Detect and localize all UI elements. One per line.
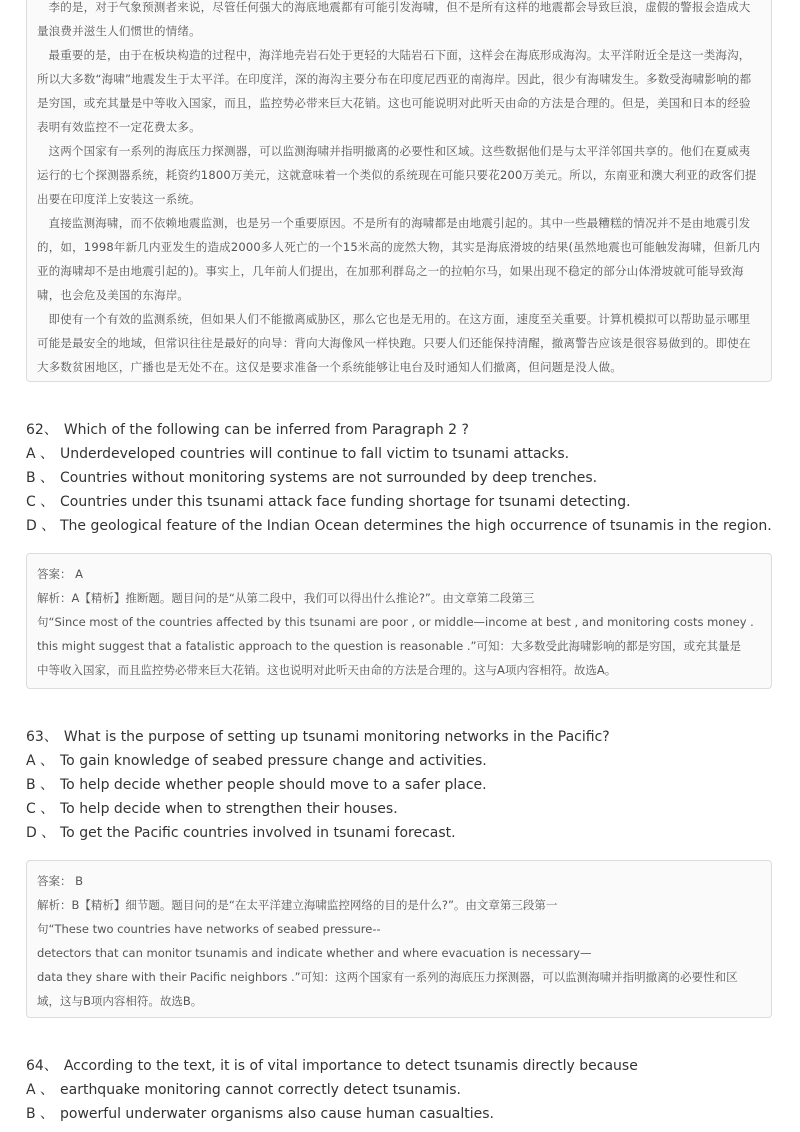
option-letter: B 、 <box>26 1106 55 1122</box>
explanation-line: detectors that can monitor tsunamis and indicate whether and where evacuation is necessary— <box>37 946 592 960</box>
translation-paragraph: 直接监测海啸，而不依赖地震监测，也是另一个重要原因。不是所有的海啸都是由地震引起的。其中一些最糟糕的情况并不是由地震引发的，如，1998年新几内亚发生的造成2000多人死亡的一个15米高的庞然大物，其实是海底滑坡的结果(虽然地震也可能触发海啸，但新几内亚的海啸却不是由地震引起的)。事实上，几年前人们提出，在加那利群岛之一的拉帕尔马，如果出现不稳定的部分山体滑坡就可能导致海啸，也会危及美国的东海岸。 <box>37 216 761 302</box>
question-text: According to the text, it is of vital importance to detect tsunamis directly because <box>63 1058 638 1074</box>
option-letter: C 、 <box>26 494 55 510</box>
option-d[interactable] <box>26 514 786 538</box>
translation-paragraph: 李的是，对于气象预测者来说，尽管任何强大的海底地震都有可能引发海啸，但不是所有这样的地震都会导致巨浪，虚假的警报会造成大量浪费并滋生人们惯世的情绪。 <box>37 0 751 38</box>
option-b[interactable] <box>26 773 786 797</box>
option-text: Countries without monitoring systems are not surrounded by deep trenches. <box>60 470 598 486</box>
option-letter: A 、 <box>26 446 55 462</box>
explanation-line: 中等收入国家，而且监控势必带来巨大花销。这也说明对此听天由命的方法是合理的。这与A项内容相符。故选A。 <box>37 663 617 677</box>
translation-paragraph: 最重要的是，由于在板块构造的过程中，海洋地壳岩石处于更轻的大陆岩石下面，这样会在海底形成海沟。太平洋附近全是这一类海沟，所以大多数“海啸”地震发生于太平洋。在印度洋，深的海沟主要分布在印度尼西亚的南海岸。因此，很少有海啸发生。多数受海啸影响的都是穷国，或充其量是中等收入国家，而且，监控势必带来巨大花销。这也可能说明对此听天由命的方法是合理的。但是，美国和日本的经验表明有效监控不一定花费太多。 <box>37 48 752 134</box>
question-63 <box>26 725 786 845</box>
option-text: The geological feature of the Indian Ocean determines the high occurrence of tsunamis in the region. <box>60 518 772 534</box>
question-number: 63、 <box>26 729 58 745</box>
answer-explanation-62 <box>26 553 772 689</box>
option-letter: A 、 <box>26 1082 55 1098</box>
question-stem <box>26 725 786 749</box>
question-stem <box>26 1054 786 1078</box>
option-letter: C 、 <box>26 801 55 817</box>
question-number: 64、 <box>26 1058 58 1074</box>
option-text: earthquake monitoring cannot correctly detect tsunamis. <box>60 1082 461 1098</box>
question-text: Which of the following can be inferred from Paragraph 2 ? <box>63 422 469 438</box>
explanation-line: data they share with their Pacific neighbors .”可知：这两个国家有一系列的海底压力探测器，可以监测海啸并指明撤离的必要性和区 <box>37 970 738 984</box>
translation-paragraph: 即使有一个有效的监测系统，但如果人们不能撤离威胁区，那么它也是无用的。在这方面，速度至关重要。计算机模拟可以帮助显示哪里可能是最安全的地域，但常识往往是最好的向导：背向大海像风一样快跑。只要人们还能保持清醒，撤离警告应该是很容易做到的。即使在大多数贫困地区，广播也是无处不在。这仅是要求准备一个系统能够让电台及时通知人们撤离，但问题是没人做。 <box>37 312 751 374</box>
question-62 <box>26 418 786 538</box>
option-a[interactable] <box>26 442 786 466</box>
question-64 <box>26 1054 786 1126</box>
option-text: To get the Pacific countries involved in tsunami forecast. <box>60 825 456 841</box>
answer-explanation-63 <box>26 860 772 1018</box>
question-stem <box>26 418 786 442</box>
option-a[interactable] <box>26 749 786 773</box>
question-text: What is the purpose of setting up tsunami monitoring networks in the Pacific? <box>63 729 610 745</box>
explanation-line: this might suggest that a fatalistic approach to the question is reasonable .”可知：大多数受此海啸影响的都是穷国，或充其量是 <box>37 639 742 653</box>
option-text: Countries under this tsunami attack face funding shortage for tsunami detecting. <box>60 494 631 510</box>
passage-translation-box <box>26 0 772 382</box>
option-b[interactable] <box>26 1102 786 1126</box>
answer-line: 答案： B <box>37 874 84 888</box>
answer-line: 答案： A <box>37 567 84 581</box>
option-letter: B 、 <box>26 470 55 486</box>
option-d[interactable] <box>26 821 786 845</box>
option-c[interactable] <box>26 797 786 821</box>
option-text: To help decide when to strengthen their houses. <box>60 801 398 817</box>
option-b[interactable] <box>26 466 786 490</box>
option-letter: D 、 <box>26 518 56 534</box>
explanation-line: 句“Since most of the countries affected by this tsunami are poor , or middle—income at best , and monitoring costs money . <box>37 615 754 629</box>
explanation-line: 域，这与B项内容相符。故选B。 <box>37 994 203 1008</box>
explanation-line: 解析：B【精析】细节题。题目问的是“在太平洋建立海啸监控网络的目的是什么?”。由文章第三段第一 <box>37 898 558 912</box>
option-a[interactable] <box>26 1078 786 1102</box>
option-text: To gain knowledge of seabed pressure change and activities. <box>60 753 487 769</box>
option-text: Underdeveloped countries will continue to fall victim to tsunami attacks. <box>60 446 570 462</box>
option-letter: B 、 <box>26 777 55 793</box>
explanation-line: 句“These two countries have networks of seabed pressure-- <box>37 922 381 936</box>
question-number: 62、 <box>26 422 58 438</box>
option-letter: A 、 <box>26 753 55 769</box>
translation-paragraph: 这两个国家有一系列的海底压力探测器，可以监测海啸并指明撤离的必要性和区域。这些数据他们是与太平洋邻国共享的。他们在夏威夷运行的七个探测器系统，耗资约1800万美元，这就意味着一个类似的系统现在可能只要花200万美元。所以，东南亚和澳大利亚的政客们提出要在印度洋上安装这一系统。 <box>37 144 757 206</box>
option-c[interactable] <box>26 490 786 514</box>
option-text: powerful underwater organisms also cause human casualties. <box>60 1106 494 1122</box>
explanation-line: 解析：A【精析】推断题。题目问的是“从第二段中，我们可以得出什么推论?”。由文章第二段第三 <box>37 591 535 605</box>
option-text: To help decide whether people should move to a safer place. <box>60 777 487 793</box>
option-letter: D 、 <box>26 825 56 841</box>
